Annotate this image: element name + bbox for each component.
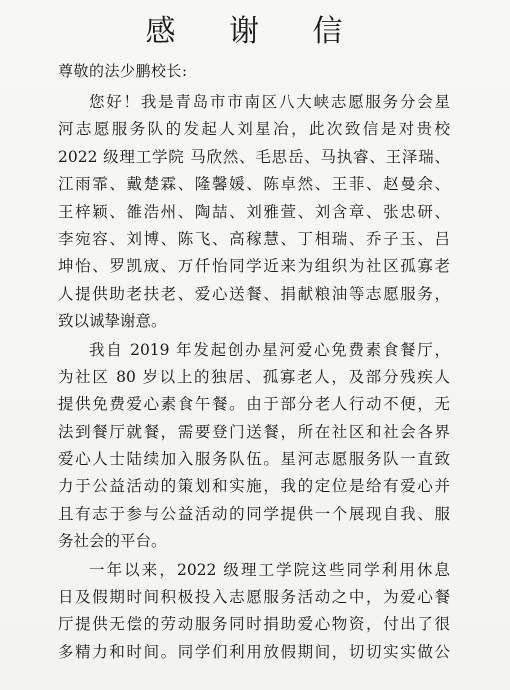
body-line: 法到餐厅就餐，需要登门送餐，所在社区和社会各界 bbox=[58, 422, 450, 441]
body-line: 厅提供无偿的劳动服务同时捐助爱心物资，付出了很 bbox=[58, 615, 450, 634]
body-line: 为社区 80 岁以上的独居、孤寡老人，及部分残疾人 bbox=[58, 367, 450, 386]
body-line: 爱心人士陆续加入服务队伍。星河志愿服务队一直致 bbox=[58, 450, 450, 469]
body-line: 力于公益活动的策划和实施，我的定位是给有爱心并 bbox=[58, 477, 450, 496]
body-line: 我自 2019 年发起创办星河爱心免费素食餐厅， bbox=[89, 340, 450, 359]
body-line: 王梓颖、雒浩州、陶喆、刘雅萱、刘含章、张忠研、 bbox=[58, 202, 450, 221]
body-line: 多精力和时间。同学们利用放假期间，切切实实做公 bbox=[58, 642, 450, 661]
body-line: 务社会的平台。 bbox=[58, 532, 167, 551]
salutation: 尊敬的法少鹏校长: bbox=[58, 62, 188, 80]
body-line: 致以诚挚谢意。 bbox=[58, 312, 167, 331]
letter-body bbox=[58, 89, 450, 666]
body-line: 您好！我是青岛市市南区八大峡志愿服务分会星 bbox=[89, 93, 450, 111]
body-line: 2022 级理工学院 马欣然、毛思岳、马执睿、王泽瑞、 bbox=[58, 147, 450, 166]
body-line: 日及假期时间积极投入志愿服务活动之中，为爱心餐 bbox=[58, 588, 450, 607]
body-line: 人提供助老扶老、爱心送餐、捐献粮油等志愿服务， bbox=[58, 284, 450, 303]
body-line: 一年以来，2022 级理工学院这些同学利用休息 bbox=[89, 560, 450, 579]
letter-title: 感 谢 信 bbox=[145, 14, 365, 49]
body-line: 提供免费爱心素食午餐。由于部分老人行动不便，无 bbox=[58, 395, 450, 414]
body-line: 河志愿服务队的发起人刘星冶，此次致信是对贵校 bbox=[58, 120, 450, 139]
body-line: 坤怡、罗凯宬、万仟怡同学近来为组织为社区孤寡老 bbox=[58, 257, 450, 276]
body-line: 江雨霏、戴楚霖、隆馨媛、陈卓然、王菲、赵曼余、 bbox=[58, 175, 450, 194]
body-line: 且有志于参与公益活动的同学提供一个展现自我、服 bbox=[58, 504, 450, 523]
body-line: 李宛容、刘博、陈飞、高稼慧、丁相瑞、乔子玉、吕 bbox=[58, 229, 450, 248]
